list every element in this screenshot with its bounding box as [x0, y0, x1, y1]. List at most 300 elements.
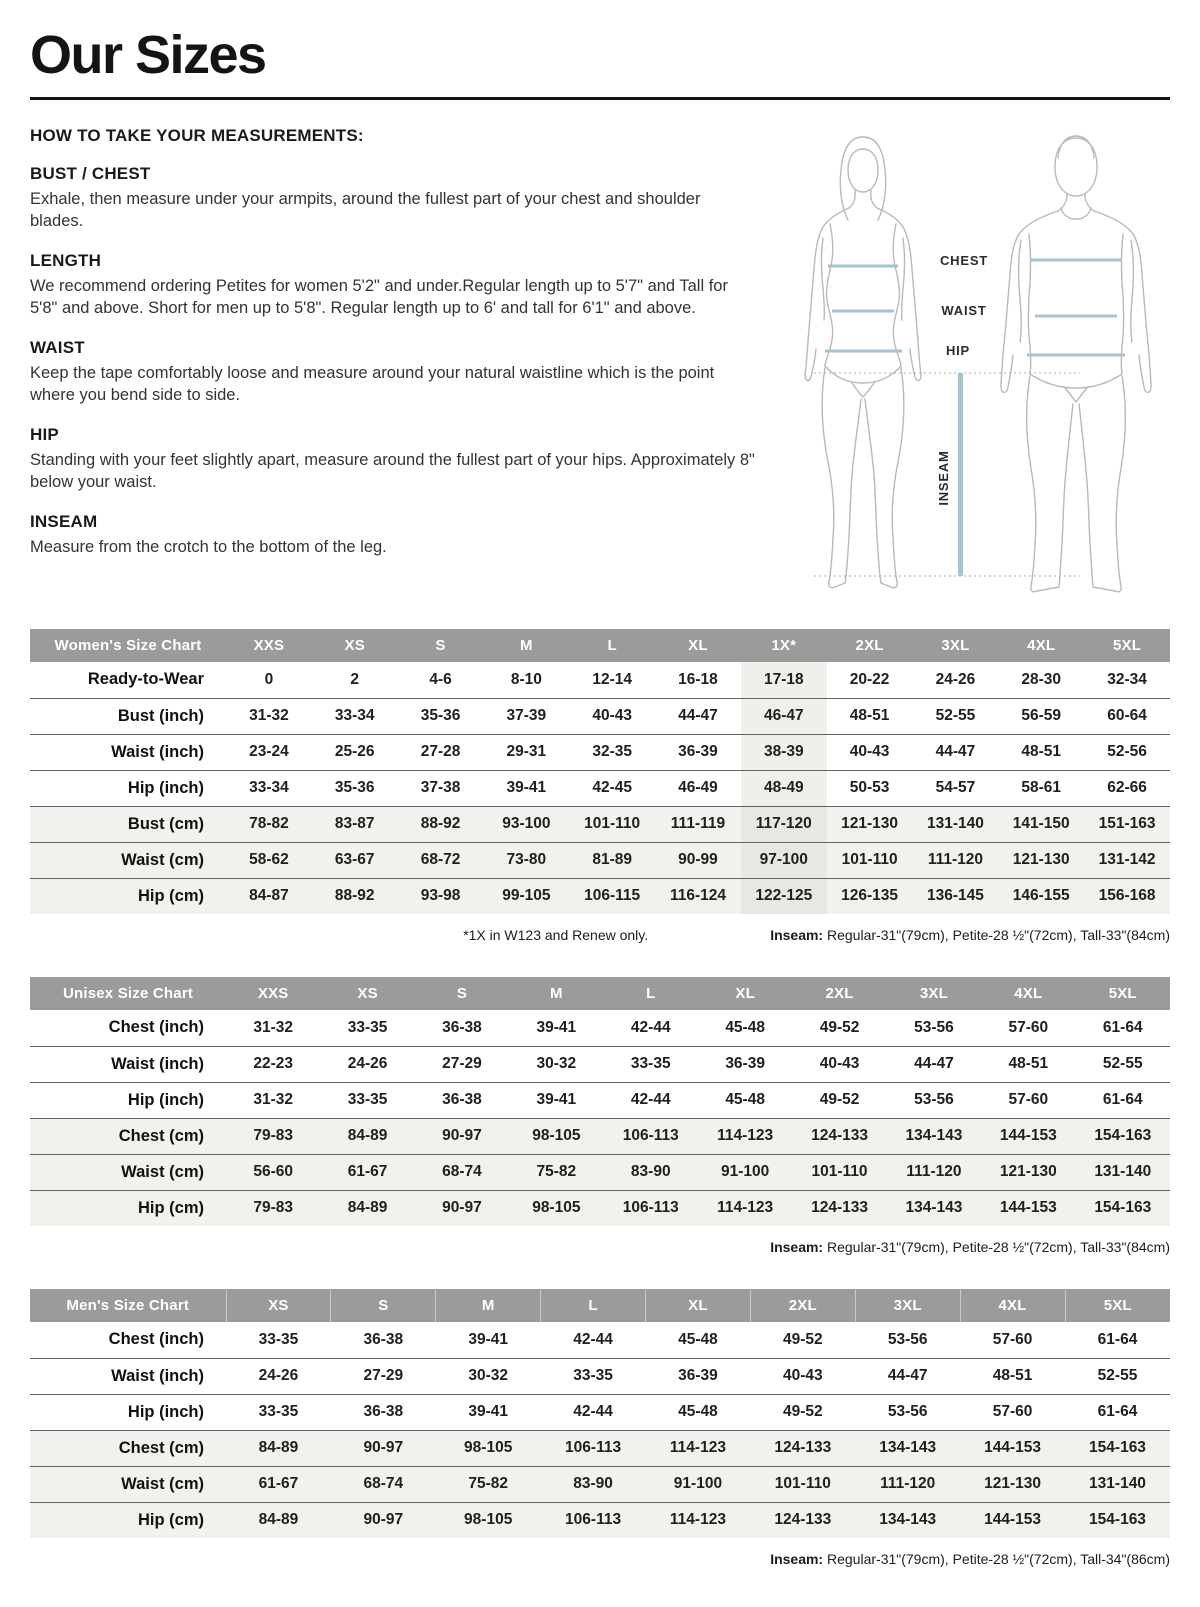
- size-value-cell: 28-30: [1021, 670, 1062, 688]
- size-value-cell: 117-120: [741, 806, 827, 842]
- size-value-cell: 48-51: [827, 698, 913, 734]
- size-value-cell: 4-6: [429, 670, 452, 688]
- table-row: [30, 1190, 1170, 1226]
- instruction-title: BUST / CHEST: [30, 164, 151, 183]
- size-value-cell: 37-39: [483, 698, 569, 734]
- size-value-cell: 121-130: [981, 1154, 1075, 1190]
- size-value-cell: 33-35: [258, 1330, 299, 1348]
- size-value-cell: 39-41: [436, 1394, 541, 1430]
- intro-section: [30, 126, 1170, 603]
- instruction-body: Keep the tape comfortably loose and measure around your natural waistline which is the point where you bend side to side.: [30, 363, 715, 404]
- size-value-cell: 114-123: [646, 1430, 751, 1466]
- size-value-cell: 53-56: [914, 1018, 954, 1036]
- size-value-cell: 124-133: [792, 1118, 886, 1154]
- inseam-label: INSEAM: [936, 450, 951, 506]
- size-value-cell: 154-163: [1076, 1118, 1170, 1154]
- footnote-inseam: Inseam: Regular-31"(79cm), Petite-28 ½"(72cm), Tall-33"(84cm): [770, 1239, 1170, 1255]
- size-value-cell: 91-100: [646, 1466, 751, 1502]
- column-header: L: [541, 1289, 646, 1322]
- row-label: Hip (cm): [30, 878, 226, 914]
- table-row: [30, 1010, 1170, 1046]
- size-value-cell: 56-60: [226, 1154, 320, 1190]
- size-value-cell: 12-14: [592, 670, 632, 688]
- table-footnotes: [30, 1239, 1170, 1255]
- mens-size-chart: [30, 1289, 1170, 1538]
- size-value-cell: 54-57: [913, 770, 999, 806]
- size-value-cell: 124-133: [792, 1190, 886, 1226]
- table-row: [30, 698, 1170, 734]
- size-value-cell: 131-140: [913, 806, 999, 842]
- size-value-cell: 39-41: [468, 1330, 509, 1348]
- size-value-cell: 61-64: [1076, 1082, 1170, 1118]
- column-header: L: [604, 977, 698, 1010]
- size-value-cell: 53-56: [887, 1082, 981, 1118]
- size-value-cell: 136-145: [913, 878, 999, 914]
- size-value-cell: 101-110: [569, 806, 655, 842]
- size-value-cell: 53-56: [855, 1394, 960, 1430]
- column-header: XXS: [226, 977, 320, 1010]
- size-value-cell: 45-48: [725, 1018, 765, 1036]
- size-value-cell: 93-100: [483, 806, 569, 842]
- size-value-cell: 106-115: [569, 878, 655, 914]
- size-value-cell: 52-55: [913, 698, 999, 734]
- table-row: [30, 1082, 1170, 1118]
- size-value-cell: 39-41: [536, 1018, 577, 1036]
- size-value-cell: 90-99: [655, 842, 741, 878]
- size-value-cell: 84-89: [226, 1502, 331, 1538]
- size-value-cell: 45-48: [678, 1330, 718, 1348]
- size-value-cell: 33-34: [312, 698, 398, 734]
- size-value-cell: 36-38: [415, 1082, 509, 1118]
- instruction-title: WAIST: [30, 337, 85, 357]
- row-label: Chest (inch): [108, 1330, 204, 1349]
- size-value-cell: 88-92: [398, 806, 484, 842]
- column-header: XL: [655, 629, 741, 662]
- size-value-cell: 45-48: [698, 1082, 792, 1118]
- size-value-cell: 68-74: [331, 1466, 436, 1502]
- row-label: Chest (inch): [108, 1018, 204, 1037]
- row-label: Waist (inch): [30, 1046, 226, 1082]
- size-value-cell: 56-59: [998, 698, 1084, 734]
- size-value-cell: 98-105: [436, 1430, 541, 1466]
- size-value-cell: 114-123: [646, 1502, 751, 1538]
- size-value-cell: 33-35: [320, 1082, 414, 1118]
- unisex-size-chart: [30, 977, 1170, 1226]
- size-value-cell: 22-23: [226, 1046, 320, 1082]
- size-value-cell: 61-64: [1097, 1330, 1138, 1348]
- size-value-cell: 61-64: [1065, 1394, 1170, 1430]
- instruction-title: INSEAM: [30, 511, 98, 531]
- table-row: [30, 1430, 1170, 1466]
- size-value-cell: 36-38: [331, 1394, 436, 1430]
- table-row: [30, 806, 1170, 842]
- size-value-cell: 121-130: [827, 806, 913, 842]
- size-value-cell: 106-113: [604, 1190, 698, 1226]
- instruction-body: Standing with your feet slightly apart, measure around the fullest part of your hips. Approximately 8" below your waist.: [30, 450, 755, 491]
- male-silhouette: [1001, 136, 1151, 592]
- column-header: S: [415, 977, 509, 1010]
- size-value-cell: 154-163: [1065, 1430, 1170, 1466]
- female-silhouette: [805, 137, 921, 588]
- size-value-cell: 68-72: [398, 842, 484, 878]
- row-label: Waist (cm): [30, 1466, 226, 1502]
- column-header: 3XL: [855, 1289, 960, 1322]
- column-header: L: [569, 629, 655, 662]
- size-value-cell: 25-26: [312, 734, 398, 770]
- instruction-waist: [30, 338, 756, 407]
- row-label: Hip (cm): [30, 1190, 226, 1226]
- column-header: 5XL: [1076, 977, 1170, 1010]
- table-row: [30, 1154, 1170, 1190]
- instruction-body: Exhale, then measure under your armpits, around the fullest part of your chest and shoulder blades.: [30, 190, 701, 230]
- size-value-cell: 88-92: [312, 878, 398, 914]
- size-value-cell: 53-56: [887, 1330, 928, 1348]
- howto-heading: HOW TO TAKE YOUR MEASUREMENTS:: [30, 126, 364, 145]
- size-value-cell: 63-67: [312, 842, 398, 878]
- size-value-cell: 58-61: [998, 770, 1084, 806]
- column-header: XS: [226, 1289, 331, 1322]
- size-value-cell: 39-41: [509, 1082, 603, 1118]
- size-value-cell: 116-124: [655, 878, 741, 914]
- womens-size-chart-section: [30, 629, 1170, 943]
- size-value-cell: 32-34: [1107, 670, 1147, 688]
- row-label: Chest (cm): [30, 1118, 226, 1154]
- size-value-cell: 75-82: [509, 1154, 603, 1190]
- size-value-cell: 68-74: [415, 1154, 509, 1190]
- size-value-cell: 16-18: [678, 670, 718, 688]
- size-value-cell: 98-105: [436, 1502, 541, 1538]
- table-row: [30, 1466, 1170, 1502]
- instruction-bust-chest: [30, 164, 756, 233]
- column-header: XXS: [226, 629, 312, 662]
- size-value-cell: 44-47: [913, 734, 999, 770]
- size-value-cell: 122-125: [741, 878, 827, 914]
- size-value-cell: 42-44: [630, 1018, 671, 1036]
- column-header: S: [398, 629, 484, 662]
- size-value-cell: 144-153: [960, 1502, 1065, 1538]
- table-title: Unisex Size Chart: [30, 977, 226, 1010]
- size-value-cell: 23-24: [226, 734, 312, 770]
- size-value-cell: 73-80: [483, 842, 569, 878]
- mens-size-chart-section: [30, 1289, 1170, 1567]
- column-header: 2XL: [792, 977, 886, 1010]
- size-value-cell: 84-87: [226, 878, 312, 914]
- size-value-cell: 36-38: [363, 1330, 404, 1348]
- table-title: Women's Size Chart: [30, 629, 226, 662]
- column-header: 5XL: [1084, 629, 1170, 662]
- size-value-cell: 35-36: [398, 698, 484, 734]
- size-value-cell: 40-43: [792, 1046, 886, 1082]
- size-value-cell: 42-45: [569, 770, 655, 806]
- size-value-cell: 134-143: [855, 1502, 960, 1538]
- size-value-cell: 131-140: [1065, 1466, 1170, 1502]
- size-value-cell: 31-32: [226, 1082, 320, 1118]
- size-value-cell: 8-10: [510, 670, 542, 688]
- table-footnotes: [30, 927, 1170, 943]
- size-value-cell: 52-55: [1065, 1358, 1170, 1394]
- size-value-cell: 134-143: [855, 1430, 960, 1466]
- size-value-cell: 24-26: [935, 670, 976, 688]
- size-value-cell: 62-66: [1084, 770, 1170, 806]
- size-value-cell: 134-143: [887, 1190, 981, 1226]
- page-title: Our Sizes: [30, 25, 266, 85]
- table-row: [30, 1118, 1170, 1154]
- column-header: XS: [312, 629, 398, 662]
- size-value-cell: 111-120: [913, 842, 999, 878]
- column-header: S: [331, 1289, 436, 1322]
- size-value-cell: 131-142: [1084, 842, 1170, 878]
- size-value-cell: 36-38: [442, 1018, 482, 1036]
- size-value-cell: 90-97: [331, 1430, 436, 1466]
- column-header: 2XL: [750, 1289, 855, 1322]
- size-value-cell: 31-32: [226, 698, 312, 734]
- table-row: [30, 1394, 1170, 1430]
- size-value-cell: 36-39: [698, 1046, 792, 1082]
- size-value-cell: 39-41: [483, 770, 569, 806]
- size-value-cell: 49-52: [792, 1082, 886, 1118]
- size-value-cell: 121-130: [960, 1466, 1065, 1502]
- size-value-cell: 33-34: [226, 770, 312, 806]
- row-label: Waist (inch): [30, 1358, 226, 1394]
- size-value-cell: 144-153: [981, 1118, 1075, 1154]
- size-value-cell: 30-32: [509, 1046, 603, 1082]
- size-value-cell: 48-51: [960, 1358, 1065, 1394]
- size-value-cell: 24-26: [320, 1046, 414, 1082]
- size-value-cell: 48-49: [741, 770, 827, 806]
- size-value-cell: 48-51: [981, 1046, 1075, 1082]
- size-value-cell: 40-43: [569, 698, 655, 734]
- size-value-cell: 144-153: [981, 1190, 1075, 1226]
- size-value-cell: 49-52: [750, 1394, 855, 1430]
- column-header: 3XL: [887, 977, 981, 1010]
- column-header: 4XL: [998, 629, 1084, 662]
- size-value-cell: 45-48: [646, 1394, 751, 1430]
- size-value-cell: 42-44: [604, 1082, 698, 1118]
- table-footnotes: [30, 1551, 1170, 1567]
- size-value-cell: 131-140: [1076, 1154, 1170, 1190]
- size-value-cell: 98-105: [509, 1118, 603, 1154]
- size-value-cell: 97-100: [741, 842, 827, 878]
- size-value-cell: 126-135: [827, 878, 913, 914]
- size-value-cell: 27-28: [398, 734, 484, 770]
- size-value-cell: 83-90: [604, 1154, 698, 1190]
- instruction-hip: [30, 425, 756, 494]
- size-value-cell: 52-56: [1084, 734, 1170, 770]
- table-row: [30, 662, 1170, 698]
- column-header: 2XL: [827, 629, 913, 662]
- column-header: XS: [320, 977, 414, 1010]
- size-value-cell: 106-113: [541, 1430, 646, 1466]
- size-value-cell: 44-47: [655, 698, 741, 734]
- size-value-cell: 154-163: [1065, 1502, 1170, 1538]
- row-label: Waist (inch): [30, 734, 226, 770]
- size-value-cell: 42-44: [541, 1394, 646, 1430]
- size-value-cell: 17-18: [741, 662, 827, 698]
- row-label: Bust (inch): [30, 698, 226, 734]
- measurement-instructions: [30, 126, 756, 603]
- size-value-cell: 101-110: [750, 1466, 855, 1502]
- size-value-cell: 83-87: [312, 806, 398, 842]
- size-value-cell: 31-32: [253, 1018, 294, 1036]
- size-value-cell: 106-113: [541, 1502, 646, 1538]
- size-value-cell: 33-35: [347, 1018, 388, 1036]
- size-value-cell: 33-35: [541, 1358, 646, 1394]
- size-value-cell: 61-67: [226, 1466, 331, 1502]
- size-value-cell: 79-83: [226, 1190, 320, 1226]
- footnote-inseam: Inseam: Regular-31"(79cm), Petite-28 ½"(72cm), Tall-33"(84cm): [770, 927, 1170, 943]
- size-value-cell: 33-35: [226, 1394, 331, 1430]
- column-header: 3XL: [913, 629, 999, 662]
- measurement-diagram: [768, 126, 1170, 603]
- size-value-cell: 24-26: [226, 1358, 331, 1394]
- size-value-cell: 61-67: [320, 1154, 414, 1190]
- column-header: 4XL: [960, 1289, 1065, 1322]
- size-value-cell: 144-153: [960, 1430, 1065, 1466]
- table-row: [30, 1358, 1170, 1394]
- size-value-cell: 101-110: [827, 842, 913, 878]
- instruction-body: We recommend ordering Petites for women 5'2" and under.Regular length up to 5'7" and Tall for 5'8" and above. Short for men up to 5'8". Regular length up to 6' and tall for 6'1" and above.: [30, 276, 728, 317]
- size-value-cell: 154-163: [1076, 1190, 1170, 1226]
- size-value-cell: 151-163: [1084, 806, 1170, 842]
- column-header: 4XL: [981, 977, 1075, 1010]
- row-label: Waist (cm): [30, 1154, 226, 1190]
- waist-label: WAIST: [941, 303, 987, 318]
- body-measurement-illustration: [768, 126, 1170, 598]
- size-value-cell: 90-97: [415, 1190, 509, 1226]
- size-value-cell: 78-82: [226, 806, 312, 842]
- column-header: 5XL: [1065, 1289, 1170, 1322]
- size-value-cell: 38-39: [741, 734, 827, 770]
- table-row: [30, 1046, 1170, 1082]
- instruction-title: HIP: [30, 424, 59, 444]
- size-value-cell: 141-150: [998, 806, 1084, 842]
- size-value-cell: 58-62: [226, 842, 312, 878]
- size-value-cell: 57-60: [1008, 1018, 1049, 1036]
- size-value-cell: 27-29: [415, 1046, 509, 1082]
- title-divider: [30, 97, 1170, 100]
- size-value-cell: 29-31: [483, 734, 569, 770]
- column-header: M: [509, 977, 603, 1010]
- size-value-cell: 99-105: [483, 878, 569, 914]
- size-value-cell: 83-90: [541, 1466, 646, 1502]
- size-value-cell: 90-97: [331, 1502, 436, 1538]
- size-value-cell: 124-133: [750, 1430, 855, 1466]
- footnote-inseam: Inseam: Regular-31"(79cm), Petite-28 ½"(72cm), Tall-34"(86cm): [770, 1551, 1170, 1567]
- table-row: [30, 1322, 1170, 1358]
- size-value-cell: 93-98: [398, 878, 484, 914]
- instruction-title: LENGTH: [30, 250, 102, 270]
- row-label: Hip (cm): [30, 1502, 226, 1538]
- size-value-cell: 101-110: [792, 1154, 886, 1190]
- column-header: XL: [698, 977, 792, 1010]
- size-value-cell: 106-113: [604, 1118, 698, 1154]
- womens-size-chart: [30, 629, 1170, 914]
- size-value-cell: 84-89: [226, 1430, 331, 1466]
- row-label: Bust (cm): [30, 806, 226, 842]
- table-row: [30, 1502, 1170, 1538]
- instruction-length: [30, 251, 756, 320]
- size-value-cell: 50-53: [827, 770, 913, 806]
- chest-label: CHEST: [939, 253, 989, 268]
- size-value-cell: 111-119: [655, 806, 741, 842]
- size-value-cell: 61-64: [1102, 1018, 1143, 1036]
- row-label: Hip (inch): [30, 770, 226, 806]
- size-value-cell: 36-39: [655, 734, 741, 770]
- table-title: Men's Size Chart: [30, 1289, 226, 1322]
- size-value-cell: 0: [264, 670, 274, 688]
- column-header: 1X*: [741, 629, 827, 662]
- size-value-cell: 156-168: [1084, 878, 1170, 914]
- size-value-cell: 46-47: [741, 698, 827, 734]
- size-value-cell: 44-47: [887, 1046, 981, 1082]
- size-value-cell: 79-83: [226, 1118, 320, 1154]
- size-value-cell: 114-123: [698, 1118, 792, 1154]
- size-value-cell: 40-43: [827, 734, 913, 770]
- size-value-cell: 57-60: [981, 1082, 1075, 1118]
- size-value-cell: 60-64: [1084, 698, 1170, 734]
- size-value-cell: 98-105: [509, 1190, 603, 1226]
- size-value-cell: 146-155: [998, 878, 1084, 914]
- size-value-cell: 49-52: [782, 1330, 823, 1348]
- size-value-cell: 81-89: [569, 842, 655, 878]
- size-value-cell: 48-51: [998, 734, 1084, 770]
- table-row: [30, 770, 1170, 806]
- size-value-cell: 32-35: [569, 734, 655, 770]
- size-value-cell: 33-35: [604, 1046, 698, 1082]
- instruction-body: Measure from the crotch to the bottom of the leg.: [30, 537, 387, 556]
- size-value-cell: 111-120: [855, 1466, 960, 1502]
- size-value-cell: 90-97: [415, 1118, 509, 1154]
- row-label: Chest (cm): [30, 1430, 226, 1466]
- size-value-cell: 30-32: [436, 1358, 541, 1394]
- size-value-cell: 37-38: [398, 770, 484, 806]
- size-value-cell: 57-60: [960, 1394, 1065, 1430]
- row-label: Hip (inch): [30, 1394, 226, 1430]
- size-value-cell: 84-89: [320, 1190, 414, 1226]
- size-value-cell: 46-49: [655, 770, 741, 806]
- row-label: Hip (inch): [30, 1082, 226, 1118]
- hip-label: HIP: [945, 343, 971, 358]
- size-value-cell: 40-43: [750, 1358, 855, 1394]
- size-value-cell: 134-143: [887, 1118, 981, 1154]
- size-value-cell: 124-133: [750, 1502, 855, 1538]
- size-value-cell: 52-55: [1076, 1046, 1170, 1082]
- size-value-cell: 75-82: [436, 1466, 541, 1502]
- size-value-cell: 121-130: [998, 842, 1084, 878]
- size-value-cell: 44-47: [855, 1358, 960, 1394]
- instruction-inseam: [30, 512, 756, 559]
- size-value-cell: 27-29: [331, 1358, 436, 1394]
- inseam-bar: [958, 373, 963, 576]
- footnote-1x: *1X in W123 and Renew only.: [463, 927, 649, 943]
- size-value-cell: 20-22: [849, 670, 890, 688]
- table-row: [30, 878, 1170, 914]
- unisex-size-chart-section: [30, 977, 1170, 1255]
- column-header: M: [436, 1289, 541, 1322]
- column-header: XL: [646, 1289, 751, 1322]
- column-header: M: [483, 629, 569, 662]
- size-value-cell: 57-60: [992, 1330, 1033, 1348]
- size-value-cell: 35-36: [312, 770, 398, 806]
- table-row: [30, 734, 1170, 770]
- size-value-cell: 42-44: [573, 1330, 613, 1348]
- size-value-cell: 2: [350, 670, 360, 688]
- size-value-cell: 49-52: [819, 1018, 860, 1036]
- size-value-cell: 91-100: [698, 1154, 792, 1190]
- size-value-cell: 84-89: [320, 1118, 414, 1154]
- size-value-cell: 114-123: [698, 1190, 792, 1226]
- table-row: [30, 842, 1170, 878]
